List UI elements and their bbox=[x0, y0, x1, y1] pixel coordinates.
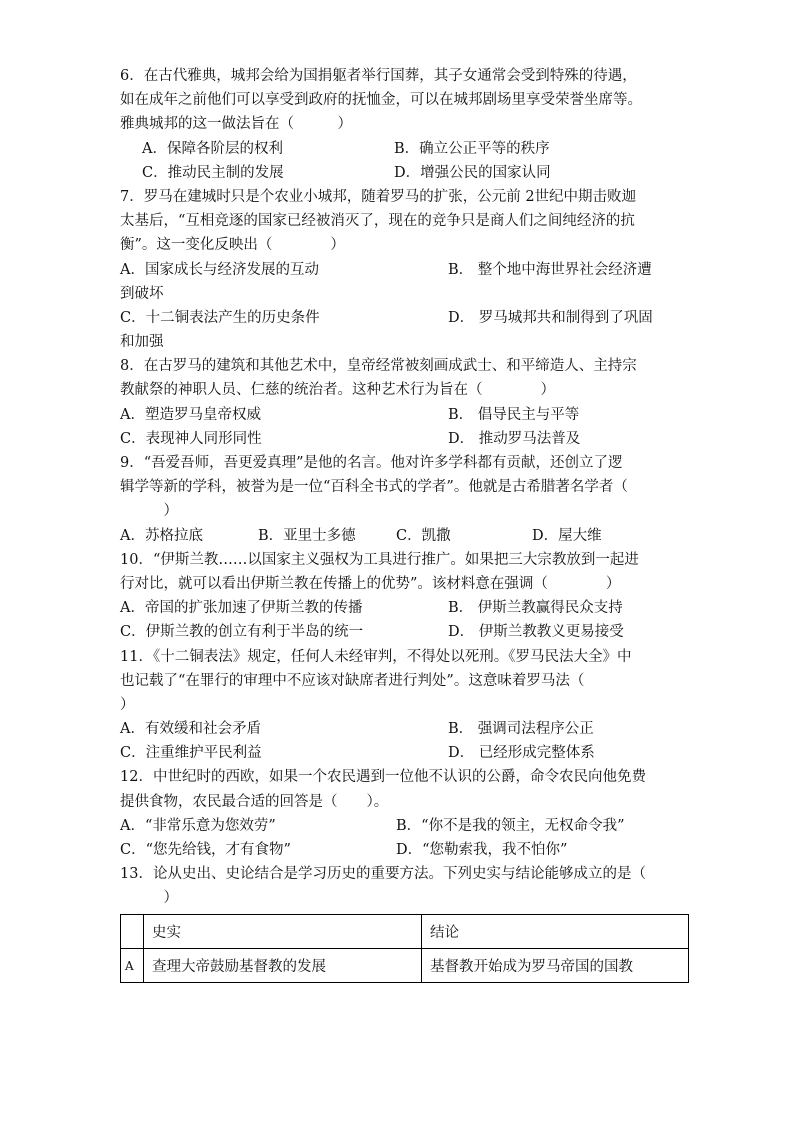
option-d[interactable]: D． 已经形成完整体系 bbox=[448, 745, 595, 762]
option-a[interactable]: A．保障各阶层的权利 bbox=[142, 140, 283, 157]
table-header-cell bbox=[121, 915, 144, 949]
question-stem-line: 太基后，“互相竞逐的国家已经被消灭了，现在的竞争只是商人们之间纯经济的抗 bbox=[120, 213, 635, 230]
option-b[interactable]: B． 整个地中海世界社会经济遭 bbox=[448, 261, 652, 278]
question-stem-line: 6．在古代雅典，城邦会给为国捐躯者举行国葬，其子女通常会受到特殊的待遇， bbox=[120, 68, 637, 84]
table-header-row bbox=[121, 915, 689, 949]
option-label: A bbox=[121, 949, 144, 983]
option-d[interactable]: D． 推动罗马法普及 bbox=[448, 430, 581, 447]
question-stem-line: 9．“吾爱吾师，吾更爱真理”是他的名言。他对许多学科都有贡献，还创立了逻 bbox=[120, 455, 623, 471]
question-7 bbox=[120, 185, 690, 354]
question-stem-line: 衡”。这一变化反映出（ ） bbox=[120, 237, 345, 254]
question-stem-line: 13．论从史出、史论结合是学习历史的重要方法。下列史实与结论能够成立的是（ bbox=[120, 866, 646, 883]
option-d[interactable]: D． 罗马城邦共和制得到了巩固 bbox=[448, 309, 653, 326]
table-row[interactable] bbox=[121, 949, 689, 983]
option-a[interactable]: A．苏格拉底 bbox=[120, 527, 203, 544]
option-row bbox=[120, 161, 690, 185]
question-stem-line: 行对比，就可以看出伊斯兰教在传播上的优势”。该材料意在强调（ ） bbox=[120, 575, 621, 592]
question-stem-line: 如在成年之前他们可以享受到政府的抚恤金，可以在城邦剧场里享受荣誉坐席等。 bbox=[120, 92, 642, 109]
option-a[interactable]: A．塑造罗马皇帝权威 bbox=[120, 406, 261, 423]
question-stem-line: ） bbox=[120, 503, 178, 520]
question-stem-line: 提供食物，农民最合适的回答是（ ）。 bbox=[120, 793, 389, 810]
question-stem-line: ） bbox=[120, 696, 135, 713]
option-row bbox=[120, 814, 690, 838]
question-12 bbox=[120, 765, 690, 862]
table-header-cell: 史实 bbox=[144, 915, 422, 949]
option-b[interactable]: B．亚里士多德 bbox=[258, 527, 356, 544]
question-9 bbox=[120, 451, 690, 548]
question-stem-line: 7．罗马在建城时只是个农业小城邦，随着罗马的扩张，公元前 2世纪中期击败迦 bbox=[120, 188, 637, 205]
option-c[interactable]: C．十二铜表法产生的历史条件 bbox=[120, 309, 320, 326]
option-row bbox=[120, 524, 690, 548]
option-b-continuation: 到破坏 bbox=[120, 285, 164, 302]
question-11 bbox=[120, 645, 690, 766]
question-stem-line: ） bbox=[120, 890, 178, 907]
option-row bbox=[120, 258, 690, 282]
option-a[interactable]: A．有效缓和社会矛盾 bbox=[120, 721, 261, 738]
question-stem-line: 雅典城邦的这一做法旨在（ ） bbox=[120, 116, 352, 133]
option-row bbox=[120, 403, 690, 427]
table-cell: 查理大帝鼓励基督教的发展 bbox=[144, 949, 422, 983]
question-stem-line: 10．“伊斯兰教……以国家主义强权为工具进行推广。如果把三大宗教放到一起进 bbox=[120, 551, 639, 568]
option-row bbox=[120, 596, 690, 620]
option-d[interactable]: D．增强公民的国家认同 bbox=[394, 164, 551, 181]
option-a[interactable]: A．帝国的扩张加速了伊斯兰教的传播 bbox=[120, 600, 363, 617]
option-d-continuation: 和加强 bbox=[120, 334, 164, 351]
option-d[interactable]: D．“您勒索我，我不怕你” bbox=[396, 842, 568, 858]
question-stem-line: 也记载了“在罪行的审理中不应该对缺席者进行判处”。这意味着罗马法（ bbox=[120, 672, 585, 689]
question-13 bbox=[120, 862, 690, 910]
question-stem-line: 12．中世纪时的西欧，如果一个农民遇到一位他不认识的公爵，命令农民向他免费 bbox=[120, 769, 646, 786]
option-row bbox=[120, 717, 690, 741]
option-b[interactable]: B． 倡导民主与平等 bbox=[448, 406, 580, 423]
option-a[interactable]: A．国家成长与经济发展的互动 bbox=[120, 261, 319, 278]
option-c[interactable]: C．表现神人同形同性 bbox=[120, 430, 262, 447]
question-stem-line: 辑学等新的学科，被誉为是一位“百科全书式的学者”。他就是古希腊著名学者（ bbox=[120, 479, 628, 496]
option-c[interactable]: C．“您先给钱，才有食物” bbox=[120, 842, 291, 858]
table-cell: 基督教开始成为罗马帝国的国教 bbox=[422, 949, 689, 983]
option-b[interactable]: B．确立公正平等的秩序 bbox=[394, 140, 550, 157]
option-a[interactable]: A．“非常乐意为您效劳” bbox=[120, 817, 276, 834]
option-row bbox=[120, 427, 690, 451]
option-b[interactable]: B． 强调司法程序公正 bbox=[448, 721, 594, 738]
option-row bbox=[120, 137, 690, 161]
option-row bbox=[120, 620, 690, 644]
question-10 bbox=[120, 548, 690, 645]
option-c[interactable]: C．注重维护平民利益 bbox=[120, 745, 262, 762]
question-8 bbox=[120, 354, 690, 451]
question-stem-line: 8．在古罗马的建筑和其他艺术中，皇帝经常被刻画成武士、和平缔造人、主持宗 bbox=[120, 358, 637, 375]
question-list bbox=[120, 64, 690, 911]
q13-table bbox=[120, 914, 689, 983]
option-c[interactable]: C．推动民主制的发展 bbox=[142, 164, 284, 181]
option-c[interactable]: C．伊斯兰教的创立有利于半岛的统一 bbox=[120, 624, 364, 641]
option-b[interactable]: B．“你不是我的领主，无权命令我” bbox=[396, 817, 625, 834]
option-b[interactable]: B． 伊斯兰教赢得民众支持 bbox=[448, 600, 623, 617]
option-row bbox=[120, 741, 690, 765]
option-d[interactable]: D． 伊斯兰教教义更易接受 bbox=[448, 624, 624, 641]
option-row bbox=[120, 838, 690, 862]
question-stem-line: 教献祭的神职人员、仁慈的统治者。这种艺术行为旨在（ ） bbox=[120, 382, 555, 399]
question-6 bbox=[120, 64, 690, 185]
question-stem-line: 11．《十二铜表法》规定，任何人未经审判，不得处以死刑。《罗马民法大全》中 bbox=[120, 648, 632, 665]
table-header-cell: 结论 bbox=[422, 915, 689, 949]
option-d[interactable]: D．屋大维 bbox=[532, 527, 602, 544]
option-c[interactable]: C．凯撒 bbox=[396, 527, 451, 544]
option-row bbox=[120, 306, 690, 330]
